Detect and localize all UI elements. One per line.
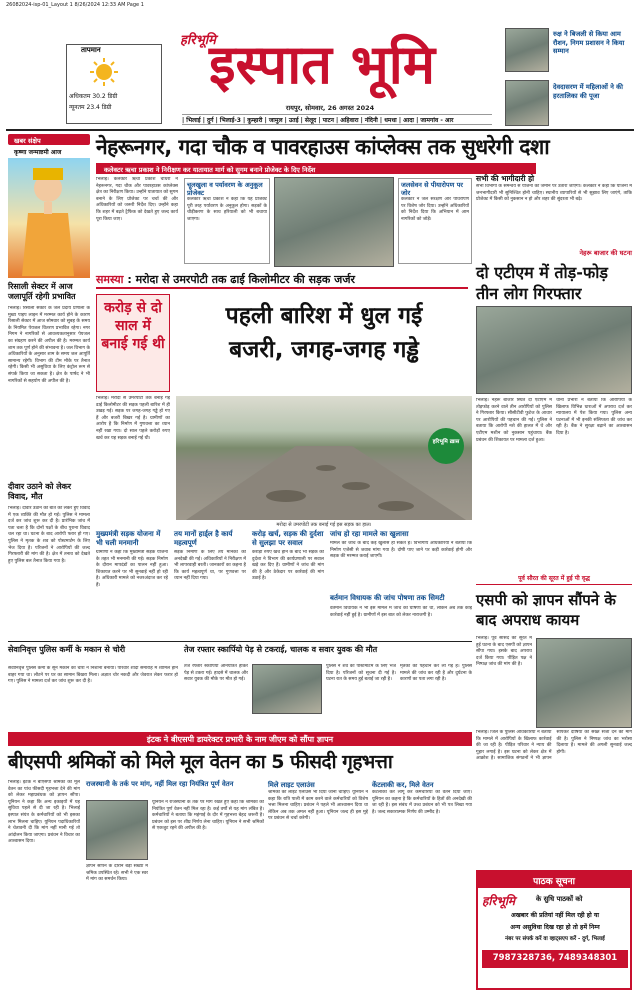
notice-line1: के सुधि पाठकों को: [536, 895, 583, 903]
city-link[interactable]: | जामगांव - आर: [414, 117, 454, 124]
teaser-photo-1: [505, 28, 549, 72]
city-link[interactable]: | भिलाई-3: [213, 117, 241, 124]
dateline: रायपुर, सोमवार, 26 अगस्त 2024: [285, 104, 375, 112]
car-photo: [252, 664, 322, 714]
sidebar-headline-1[interactable]: रिसाली सेक्टर में आज जलापूर्ति रहेगी प्रभावित: [8, 282, 76, 301]
bsp-body-5: केंटलाकी कर लागू कर कर्मचारियों को वेतन दिया जाए। यूनियन का कहना है कि कर्मचारियों के हितों की अनदेखी की जा रही है। इस संबंध में उच्च प्रबंधन को भी पत्र लिखा गया है। जल्द सकारात्मक निर्णय की उम्मीद है।: [372, 790, 472, 815]
city-link[interactable]: | उतई: [282, 117, 299, 124]
teaser-photo-2: [505, 80, 549, 126]
row3-body-2c: मृतकों की पहचान कर ली गई है। पुलिस मामले की जांच कर रही है और दुर्घटना के कारणों का पता लगा रही है।: [400, 664, 472, 683]
city-bar: [182, 114, 492, 125]
small-body-2: सड़क निर्माण के लिए तय मानकों की अनदेखी की गई। अधिकारियों ने निरीक्षण में भी लापरवाही बरती। जानकारों का कहना है कि कार्य महत्वपूर्ण था, पर गुणवत्ता पर ध्यान नहीं दिया गया।: [174, 550, 246, 582]
sidebar-headline-2[interactable]: दीवार उठाने को लेकर विवाद, मौत: [8, 482, 72, 501]
exclusive-badge: हरिभूमि ख़ास: [428, 428, 464, 464]
brand-logo: हरिभूमि: [180, 33, 216, 48]
lead-box-a-title: चूलखुला व पर्यावरण के अनुकूल प्रोजेक्ट: [187, 181, 263, 197]
notice-line4: नंबर पर संपर्क करें वा व्हाट्सएप करें - दुर्ग, भिलाई: [505, 936, 605, 942]
lead-right-body: सभी विभागों के समन्वय से योजना को जमीन पर उतारा जाएगा। कलेक्टर ने कहा कि योजना में जनभागीदारी भी सुनिश्चित होनी चाहिए। स्थानीय व्यापारियों से भी सुझाव लिए जाएंगे, ताकि प्रोजेक्ट में किसी को नुकसान न हो और शहर की सुंदरता भी बढ़े।: [476, 184, 632, 203]
bottom-head-2[interactable]: मिले लाइट एलाउंस: [268, 781, 315, 789]
city-link[interactable]: | दुर्ग: [200, 117, 214, 124]
city-link[interactable]: | भिलाई: [182, 117, 201, 124]
bsp-body-4: श्रमिकों को लाइट एलाउंस भी दिया जाना चाहिए। यूनियन ने कहा कि रात्रि पाली में काम करने वाले कर्मचारियों को विशेष भत्ता मिलना चाहिए। प्रबंधन ने पहले भी आश्वासन दिया था लेकिन अब तक अमल नहीं हुआ। यूनियन जल्द ही इस मुद्दे पर प्रबंधन से चर्चा करेगी।: [268, 790, 368, 822]
city-link[interactable]: | सेलूद: [298, 117, 317, 124]
masthead-title: इस्पात भूमि: [209, 33, 435, 96]
weather-label: तापमान: [81, 46, 101, 54]
bsp-body-3: ज्ञापन सौंपने के दौरान बड़ी संख्या में श्रमिक उपस्थित रहे। सभी ने एक स्वर में मांग का समर्थन किया।: [86, 864, 148, 883]
row3-head-2[interactable]: तेज रफ्तार स्कार्पियो पेड़ से टकराई, चालक व सवार युवक की मौत: [184, 645, 378, 654]
bsp-body-1: भिलाई। इंटक ने बीएसपी श्रमिकों को मूल वेतन का पांच फीसदी गृहभत्ता देने की मांग को लेकर महाप्रबंधक को ज्ञापन सौंपा। यूनियन ने कहा कि अन्य इकाइयों में यह सुविधा पहले से दी जा रही है। भिलाई इस्पात संयंत्र के कर्मचारियों को भी इसका लाभ मिलना चाहिए। यूनियन पदाधिकारियों ने चेतावनी दी कि मांग नहीं मानी गई तो आंदोलन किया जाएगा। प्रबंधन ने विचार का आश्वासन दिया।: [8, 780, 80, 845]
intak-band: इंटक ने बीएसपी डायरेक्टर प्रभारी के नाम जीएम को सौंपा ज्ञापन: [8, 732, 472, 746]
small-head-2[interactable]: तय मानों हार्ड्ल है कार्य महत्वपूर्ण: [174, 530, 233, 547]
city-link[interactable]: | कुम्हारी: [240, 117, 263, 124]
atm-body: भिलाई। नेहरू बाजार स्थित दो एटीएम में तोड़फोड़ करने वाले तीन आरोपियों को पुलिस ने गिरफ्तार किया। सीसीटीवी फुटेज के आधार पर आरोपियों की पहचान की गई। पुलिस ने बताया कि आरोपी नशे की हालत में थे और एटीएम मशीन को नुकसान पहुंचाया। बैंक प्रबंधन की शिकायत पर मामला दर्ज हुआ। थाना प्रभारी ने बताया कि आरोपियों के खिलाफ विभिन्न धाराओं में अपराध दर्ज कर न्यायालय में पेश किया गया। पुलिस अन्य घटनाओं में भी इनकी संलिप्तता की जांच कर रही है। बैंक ने सुरक्षा बढ़ाने का आश्वासन दिया है।: [476, 398, 632, 443]
problem-text: मरोदा से उमरपोटी तक ढाई किलोमीटर की सड़क जर्जर: [135, 273, 356, 286]
teaser-1[interactable]: रुक्ष ने बिजली से किया आम रौशन, निगम प्रशासन ने किया सम्मान: [553, 30, 625, 55]
masthead-rule: [6, 129, 634, 131]
problem-strip: समस्या : मरोदा से उमरपोटी तक ढाई किलोमीटर की सड़क जर्जर: [96, 272, 468, 289]
bsp-body-2: यूनियन ने राजस्थानी के तर्क पर मांग रखते हुए कहा कि श्रमिकों को नियंत्रित पूर्ण वेतन नहीं मिल रहा है। कई वर्षों से यह मांग लंबित है। कर्मचारियों ने बताया कि महंगाई के दौर में गृहभत्ता बेहद जरूरी है। प्रबंधन को इस पर शीघ्र निर्णय लेना चाहिए। यूनियन ने सभी श्रमिकों से एकजुट रहने की अपील की है।: [152, 800, 264, 832]
notice-title: पाठक सूचना: [478, 872, 630, 888]
small-body-3: करोड़ों रुपए खर्च होने के बाद भी सड़क की दुर्दशा ने विभाग की कार्यप्रणाली पर सवाल खड़े कर दिए हैं। ग्रामीणों ने जांच की मांग की है और ठेकेदार पर कार्रवाई की मांग उठाई है।: [252, 550, 324, 582]
sidebar-body-2: भिलाई। दीवार उठाने की बात को लेकर हुए विवाद में एक व्यक्ति की मौत हो गई। पुलिस ने मामला दर्ज कर जांच शुरू कर दी है। प्रारंभिक जांच में पता चला है कि दोनों पक्षों के बीच पुराना विवाद चल रहा था। घटना के बाद आरोपी फरार हो गए। पुलिस ने मृतक के शव को पोस्टमार्टम के लिए भेज दिया है। परिजनों ने आरोपियों की जल्द गिरफ्तारी की मांग की है। क्षेत्र में तनाव को देखते हुए पुलिस बल तैनात किया गया है।: [8, 506, 90, 564]
lead-headline[interactable]: नेहरूनगर, गदा चौक व पावरहाउस कांप्लेक्स तक सुधरेगी दशा: [96, 135, 550, 159]
city-link[interactable]: | नंदिनी: [358, 117, 378, 124]
bsp-photo: [86, 800, 148, 860]
lead-right-title[interactable]: सभी की भागीदारी हो: [476, 174, 535, 183]
weather-min: न्यूनतम 23.4 डिग्री: [69, 104, 112, 111]
row3-head-1[interactable]: सेवानिवृत्त पुलिस कर्मी के मकान से चोरी: [8, 645, 126, 654]
mla-body: वर्तमान विधायक ने भी इस मामले में जांच की घोषणा की थी, लेकिन अब तक कोई कार्रवाई नहीं हुई है। ग्रामीणों में इस बात को लेकर नाराजगी है।: [330, 606, 472, 618]
krishna-photo: [8, 158, 90, 278]
notice-brand: हरिभूमि: [482, 894, 516, 908]
small-head-4[interactable]: जांच हो रहा मामले का खुलासा: [330, 530, 409, 538]
city-link[interactable]: | धमधा: [377, 117, 397, 124]
atm-kicker: नेहरू बाजार की घटना: [579, 249, 632, 257]
sp-photo: [536, 638, 632, 728]
mla-head[interactable]: बर्तमान विधायक की जांच पोषणा तक सिमटी: [330, 594, 445, 602]
row3-body-2b: पुलिस ने शव को पोस्टमार्टम के लिए भेज दिया है। परिजनों को सूचना दी गई है। घटना रात के समय हुई बताई जा रही है।: [326, 664, 396, 683]
right-lower-body: भिलाई। जिले के पुलिस अधिकारियों ने बताया कि मामले में आरोपियों के खिलाफ कार्रवाई की जा रही है। पीड़ित परिवार ने न्याय की गुहार लगाई है। इस घटना को लेकर क्षेत्र में आक्रोश है। सामाजिक संगठनों ने भी ज्ञापन सौंपकर दोषियों को सख्त सजा देने की मांग की है। पुलिस ने निष्पक्ष जांच का भरोसा दिलाया है। मामले की अगली सुनवाई जल्द होगी।: [476, 730, 632, 762]
lead-photo: [274, 177, 394, 267]
weather-box: [66, 44, 162, 124]
weather-max: अधिकतम 30.2 डिग्री: [69, 93, 118, 100]
lead-box-b: जलसेवन से पीयारोपण पर जोर कलेक्टर ने जल संरक्षण और पौधरोपण पर विशेष जोर दिया। उन्होंने अधिकारियों को निर्देश दिया कि अभियान में आम नागरिकों को जोड़ें।: [398, 178, 472, 264]
sp-headline[interactable]: एसपी को ज्ञापन सौंपने के बाद अपराध कायम: [476, 591, 616, 629]
row3-body-2a: तेज रफ्तार स्कार्पियो अनियंत्रित होकर पेड़ से टकरा गई। हादसे में चालक और सवार युवक की मौके पर मौत हो गई।: [184, 664, 248, 683]
row3-rule: [8, 641, 472, 642]
slug-line: 26082024-isp-01_Layout 1 8/26/2024 12:33 AM Page 1: [6, 2, 144, 8]
atm-headline[interactable]: दो एटीएम में तोड़-फोड़ तीन लोग गिरफ्तार: [476, 263, 608, 303]
small-head-3[interactable]: करोड़ खर्च, सड़क की दुर्दशा से सुलझा पर सवाल: [252, 530, 324, 547]
small-head-1[interactable]: मुख्यमंत्री सड़क योजना में भी चली मनमानी: [96, 530, 161, 547]
sidebar-label: खबर संक्षेप: [8, 134, 90, 145]
road-headline-2[interactable]: बजरी, जगह-जगह गड्ढे: [229, 337, 419, 363]
notice-line2: अखबार की प्रतियां नहीं मिल रही हो या: [510, 912, 600, 919]
bsp-headline[interactable]: बीएसपी श्रमिकों को मिले मूल वेतन का 5 फीसदी गृहभत्ता: [8, 751, 393, 773]
lead-box-a: चूलखुला व पर्यावरण के अनुकूल प्रोजेक्ट कलेक्टर ऋचा प्रकाश ने कहा कि यह प्रोजेक्ट पूरी तरह पर्यावरण के अनुकूल होगा। सड़कों के चौड़ीकरण के साथ हरियाली को भी बचाया जाएगा।: [184, 178, 270, 264]
small-body-1: ग्रामीणों ने कहा कि मुख्यमंत्री सड़क योजना के तहत भी मनमानी की गई। सड़क निर्माण के दौरान मापदंडों का पालन नहीं हुआ। शिकायत करने पर भी सुनवाई नहीं हो रही है। अधिकारी मामले को नजरअंदाज कर रहे हैं।: [96, 550, 168, 588]
road-photo: [176, 396, 472, 520]
teaser-column: [505, 28, 633, 128]
bottom-head-1[interactable]: राजस्थानी के तर्क पर मांग, नहीं मिल रहा नियंत्रित पूर्ण वेतन: [86, 780, 234, 788]
atm-photo: [476, 306, 632, 394]
road-caption: मरोदा से उमरपोटी तक बनाई गई इस सड़क का हाल।: [276, 522, 372, 528]
row3-body-1: सेवानिवृत्त पुलिस कर्मी के सूने मकान को चोरों ने निशाना बनाया। परिवार शादी समारोह में शामिल होने बाहर गया था। लौटने पर घर का सामान बिखरा मिला। अज्ञात चोर नकदी और जेवरात लेकर फरार हो गए। पुलिस ने मामला दर्ज कर जांच शुरू कर दी है।: [8, 666, 178, 685]
crore-box: करोड़ से दो साल में बनाई गई थी: [96, 294, 170, 392]
sidebar-caption: कृष्णा जन्माष्टमी आज: [14, 149, 62, 156]
city-link[interactable]: | आदा: [396, 117, 414, 124]
reader-notice: [476, 870, 632, 990]
sidebar-body-1: भिलाई। रिसाली सेक्टर के जल प्रदाय प्रणाली के मुख्य पाइप लाइन में मरम्मत कार्य होने के कारण रिसाली सेक्टर में आज सोमवार को सुबह के समय के नियमित पेयजल वितरण प्रभावित रहेगा। नगर निगम ने नागरिकों से आवश्यकतानुसार पेयजल का संग्रहण करने की अपील की है। मरम्मत कार्य शाम तक पूर्ण होने की संभावना है। जल विभाग के अधिकारियों के अनुसार शाम के समय जल आपूर्ति सामान्य रहेगी। विभाग की टीम मौके पर तैनात रहेगी। किसी भी असुविधा के लिए कंट्रोल रूम से संपर्क किया जा सकता है। क्षेत्र के पार्षद ने भी नागरिकों से सहयोग की अपील की है।: [8, 306, 90, 384]
lead-strap: कलेक्टर ऋचा प्रकाश ने निरीक्षण कर यातायात मार्ग को सुगम बनाने प्रोजेक्ट के दिए निर्देश: [96, 163, 536, 174]
teaser-2[interactable]: देवदासरण में महिलाओं ने की हरतालिका की पूजा: [553, 83, 623, 100]
city-link[interactable]: | पाटन: [316, 117, 334, 124]
road-body: भिलाई। मरोदा से उमरपोटी तक बनाई गई ढाई किलोमीटर की सड़क पहली बारिश में ही उखड़ गई। सड़क पर जगह-जगह गड्ढे हो गए हैं और बजरी बिखर गई है। ग्रामीणों का आरोप है कि निर्माण में गुणवत्ता का ध्यान नहीं रखा गया। दो साल पहले करोड़ों रुपए खर्च कर यह सड़क बनाई गई थी।: [96, 396, 170, 441]
city-link[interactable]: | अहिवारा: [333, 117, 359, 124]
road-headline-1[interactable]: पहली बारिश में धुल गई: [225, 303, 423, 329]
small-body-4: मामले की जांच के बाद कई खुलासे हो सकते हैं। विभागीय अधिकारियों ने बताया कि निर्माण एजेंसी से जवाब मांगा गया है। दोषी पाए जाने पर कड़ी कार्रवाई होगी और सड़क की मरम्मत कराई जाएगी।: [330, 541, 472, 560]
bottom-head-3[interactable]: केंटलाकी कर, मिले वेतन: [372, 781, 434, 789]
city-link[interactable]: | जामुल: [262, 117, 283, 124]
problem-tag: समस्या: [96, 273, 124, 286]
lead-box-b-title: जलसेवन से पीयारोपण पर जोर: [401, 181, 463, 197]
lead-col-1: भिलाई। कलेक्टर ऋचा प्रकाश चौधरी ने नेहरूनगर, गदा चौक और पावरहाउस कांप्लेक्स क्षेत्र का निरीक्षण किया। उन्होंने यातायात को सुगम बनाने के लिए प्रोजेक्ट पर चर्चा की और अधिकारियों को जरूरी निर्देश दिए। उन्होंने कहा कि शहर में बढ़ते ट्रैफिक को देखते हुए जल्द कार्य पूरा किया जाए।: [96, 177, 178, 222]
notice-phone[interactable]: 7987328736, 7489348301: [482, 950, 628, 968]
sun-icon: [89, 57, 119, 87]
sp-body-1: भिलाई। पूर्व सांसद की सूरत में हुई घटना के बाद एसपी को ज्ञापन सौंपा गया। इसके बाद अपराध दर्ज किया गया। पीड़ित पक्ष ने निष्पक्ष जांच की मांग की है।: [476, 636, 532, 668]
notice-line3: अन्य असुविधा दिख रहा हो तो हमें निम्न: [510, 924, 600, 931]
sp-kicker: पूर्व सौरत की सूरत में हुई पी वृद्ध: [476, 574, 632, 585]
